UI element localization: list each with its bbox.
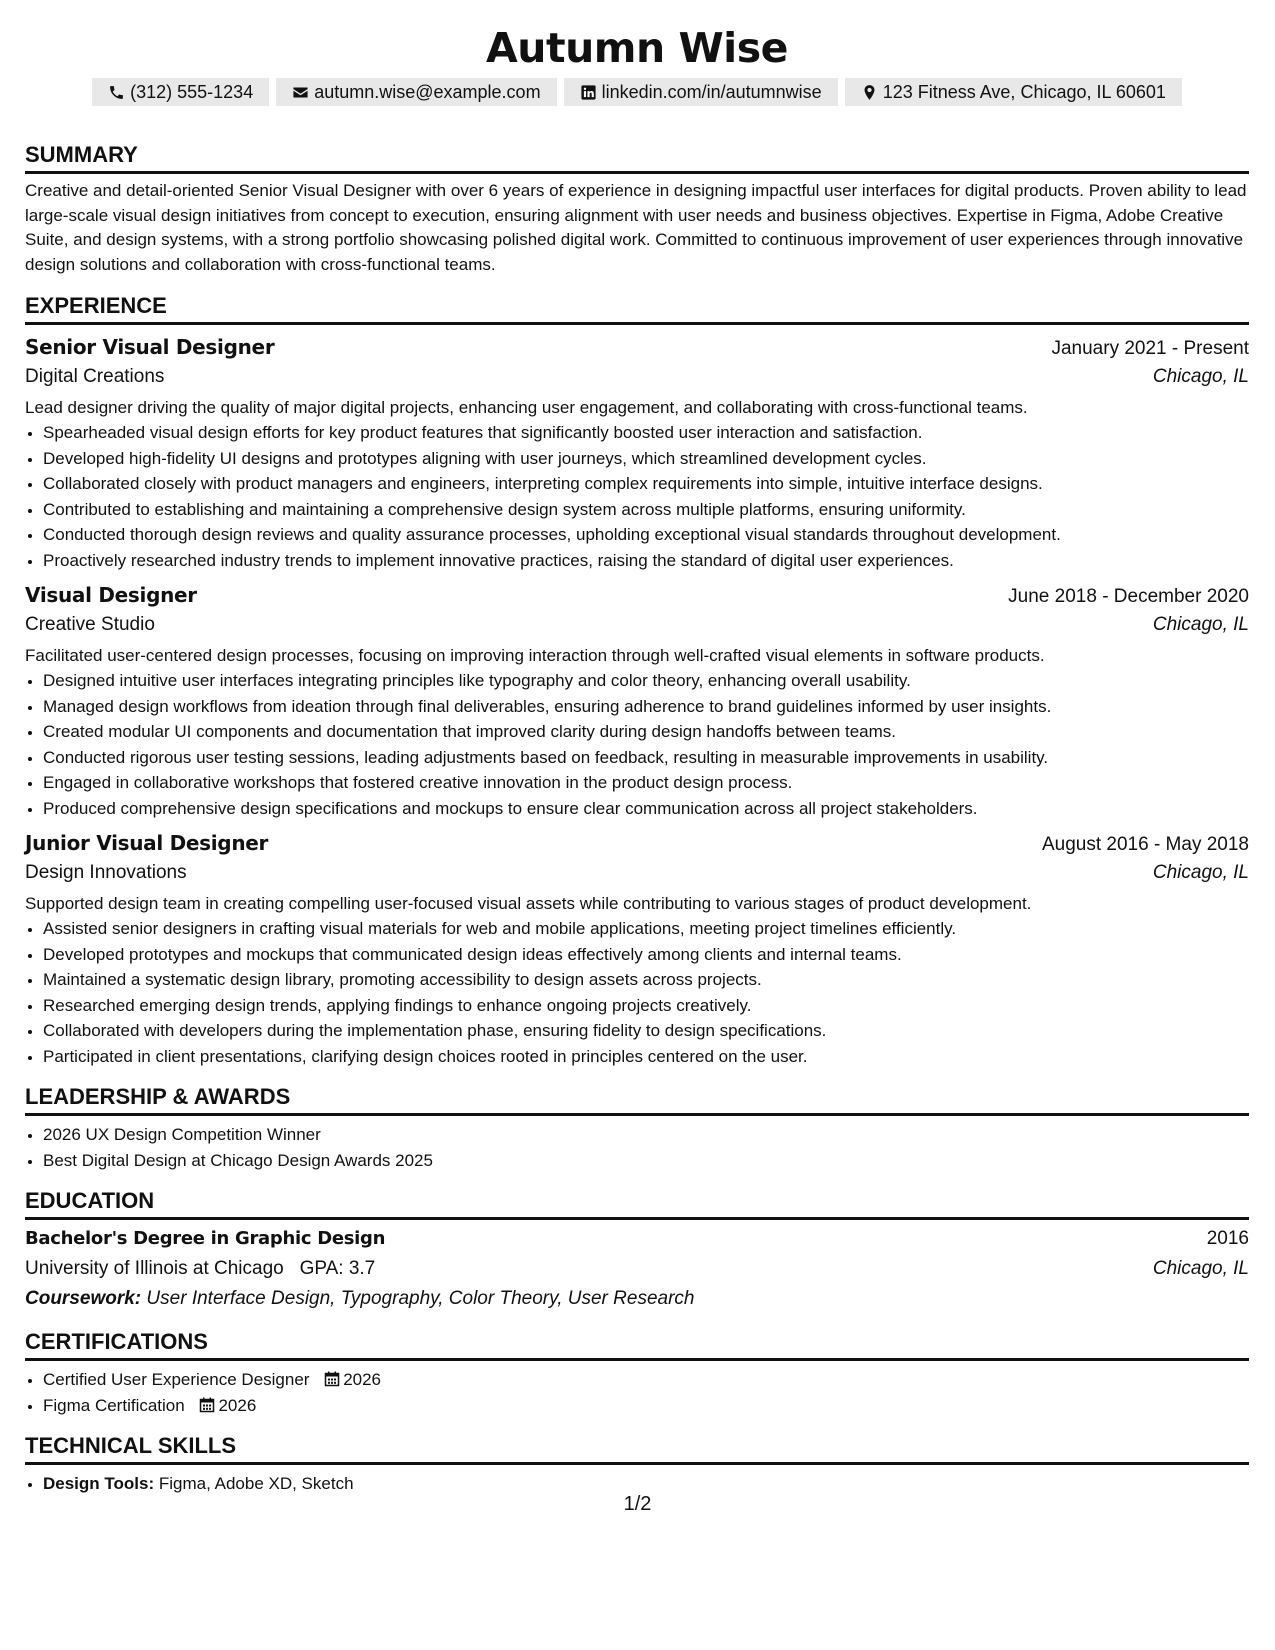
contact-linkedin[interactable] — [564, 78, 838, 106]
list-item: • Contributed to establishing and maintaining a comprehensive design system across multiple platforms, ensuring uniformity. — [43, 497, 1249, 523]
contact-phone[interactable] — [92, 78, 269, 106]
job-bullets — [25, 668, 1249, 821]
job-bullets — [25, 420, 1249, 573]
coursework-line — [25, 1284, 1249, 1314]
list-item: • Collaborated with developers during the implementation phase, ensuring fidelity to design specifications. — [43, 1018, 1249, 1044]
list-item: • Conducted rigorous user testing sessions, leading adjustments based on feedback, resulting in measurable improvements in usability. — [43, 745, 1249, 771]
school-name: University of Illinois at Chicago — [25, 1258, 284, 1279]
skill-label: Design Tools: — [43, 1474, 155, 1493]
job-description: Lead designer driving the quality of major digital projects, enhancing user engagement, and collaborating with cross-functional teams. — [25, 398, 1028, 417]
list-item: • Designed intuitive user interfaces integrating principles like typography and color theory, enhancing overall usability. — [43, 668, 1249, 694]
job-bullets — [25, 916, 1249, 1069]
list-item: • Best Digital Design at Chicago Design Awards 2025 — [43, 1148, 1249, 1174]
company-name: Design Innovations — [25, 862, 187, 883]
job-entry — [25, 580, 1249, 821]
job-entry — [25, 828, 1249, 1069]
page-number: 1/2 — [623, 1493, 652, 1515]
job-dates: June 2018 - December 2020 — [1008, 586, 1249, 607]
list-item: • Developed prototypes and mockups that communicated design ideas effectively among clients and internal teams. — [43, 942, 1249, 968]
resume-page — [25, 0, 1249, 1497]
job-location: Chicago, IL — [1152, 614, 1249, 635]
job-location: Chicago, IL — [1152, 366, 1249, 387]
section-divider — [25, 1113, 1249, 1116]
education-heading: EDUCATION — [25, 1188, 155, 1213]
list-item — [43, 1367, 1249, 1393]
section-divider — [25, 1462, 1249, 1465]
company-name: Creative Studio — [25, 614, 155, 635]
linkedin-icon — [580, 84, 597, 101]
map-pin-icon — [861, 84, 878, 101]
linkedin-text: linkedin.com/in/autumnwise — [601, 82, 822, 102]
list-item: • 2026 UX Design Competition Winner — [43, 1122, 1249, 1148]
list-item: • Researched emerging design trends, applying findings to enhance ongoing projects creatively. — [43, 993, 1249, 1019]
section-divider — [25, 171, 1249, 174]
coursework-list: User Interface Design, Typography, Color Theory, User Research — [146, 1288, 695, 1309]
coursework-label: Coursework: — [25, 1288, 142, 1309]
certification-name: Certified User Experience Designer — [43, 1370, 310, 1389]
job-location: Chicago, IL — [1152, 862, 1249, 883]
contact-address[interactable] — [845, 78, 1182, 106]
certifications-heading: CERTIFICATIONS — [25, 1329, 208, 1354]
list-item: • Produced comprehensive design specifications and mockups to ensure clear communication across all project stakeholders. — [43, 796, 1249, 822]
skills-heading: TECHNICAL SKILLS — [25, 1433, 237, 1458]
company-name: Digital Creations — [25, 366, 165, 387]
job-dates: January 2021 - Present — [1051, 338, 1249, 359]
certification-year: 2026 — [218, 1395, 257, 1415]
section-divider — [25, 1217, 1249, 1220]
list-item: • Assisted senior designers in crafting visual materials for web and mobile applications, meeting project timelines efficiently. — [43, 916, 1249, 942]
job-title: Senior Visual Designer — [25, 335, 275, 359]
envelope-icon — [292, 84, 309, 101]
email-text: autumn.wise@example.com — [314, 82, 541, 102]
section-divider — [25, 322, 1249, 325]
list-item: • Maintained a systematic design library, promoting accessibility to design assets across projects. — [43, 967, 1249, 993]
candidate-name: Autumn Wise — [486, 24, 788, 72]
list-item: • Collaborated closely with product managers and engineers, interpreting complex requirements into simple, intuitive interface designs. — [43, 471, 1249, 497]
experience-heading: EXPERIENCE — [25, 293, 167, 318]
degree-title: Bachelor's Degree in Graphic Design — [25, 1228, 386, 1249]
contact-email[interactable] — [276, 78, 556, 106]
awards-heading: LEADERSHIP & AWARDS — [25, 1084, 291, 1109]
graduation-year: 2016 — [1206, 1228, 1249, 1249]
address-text: 123 Fitness Ave, Chicago, IL 60601 — [882, 82, 1166, 102]
gpa: GPA: 3.7 — [299, 1258, 376, 1279]
list-item: • Developed high-fidelity UI designs and prototypes aligning with user journeys, which streamlined development cycles. — [43, 446, 1249, 472]
job-description: Supported design team in creating compelling user-focused visual assets while contributing to various stages of product development. — [25, 894, 1032, 913]
list-item: • Spearheaded visual design efforts for key product features that significantly boosted user interaction and satisfaction. — [43, 420, 1249, 446]
job-dates: August 2016 - May 2018 — [1041, 834, 1249, 855]
certifications-list — [25, 1367, 1249, 1418]
list-item: • Created modular UI components and documentation that improved clarity during design handoffs between teams. — [43, 719, 1249, 745]
section-divider — [25, 1358, 1249, 1361]
job-description: Facilitated user-centered design processes, focusing on improving interaction through well-crafted visual elements in software products. — [25, 646, 1045, 665]
job-title: Visual Designer — [25, 583, 197, 607]
list-item: • Proactively researched industry trends to implement innovative practices, raising the standard of digital user experiences. — [43, 548, 1249, 574]
list-item — [43, 1393, 1249, 1419]
certification-year: 2026 — [343, 1370, 382, 1389]
list-item: • Engaged in collaborative workshops that fostered creative innovation in the product design process. — [43, 770, 1249, 796]
awards-list — [25, 1122, 1249, 1173]
education-entry — [25, 1224, 1249, 1314]
calendar-icon — [324, 1371, 340, 1387]
summary-text: Creative and detail-oriented Senior Visual Designer with over 6 years of experience in designing impactful user interfaces for digital products. Proven ability to lead large-scale visual design initiatives from concept to execution, ensuring alignment with user needs and business objectives. Expertise in Figma, Adobe Creative Suite, and design systems, with a strong portfolio showcasing polished digital work. Committed to continuous improvement of user experiences through innovative design solutions and collaboration with cross-functional teams. — [25, 181, 1247, 274]
list-item: • Conducted thorough design reviews and quality assurance processes, upholding exceptional visual standards throughout development. — [43, 522, 1249, 548]
job-title: Junior Visual Designer — [25, 831, 269, 855]
contact-bar — [25, 78, 1249, 106]
job-entry — [25, 332, 1249, 573]
list-item: • Participated in client presentations, clarifying design choices rooted in principles centered on the user. — [43, 1044, 1249, 1070]
skill-value: Figma, Adobe XD, Sketch — [158, 1474, 354, 1493]
calendar-icon — [199, 1397, 215, 1413]
phone-text: (312) 555-1234 — [130, 82, 254, 102]
certification-name: Figma Certification — [43, 1395, 185, 1415]
school-location: Chicago, IL — [1152, 1258, 1249, 1279]
list-item: • Managed design workflows from ideation through final deliverables, ensuring adherence to brand guidelines informed by user insights. — [43, 694, 1249, 720]
phone-icon — [108, 84, 125, 101]
school-line — [25, 1254, 375, 1284]
summary-heading: SUMMARY — [25, 142, 138, 167]
